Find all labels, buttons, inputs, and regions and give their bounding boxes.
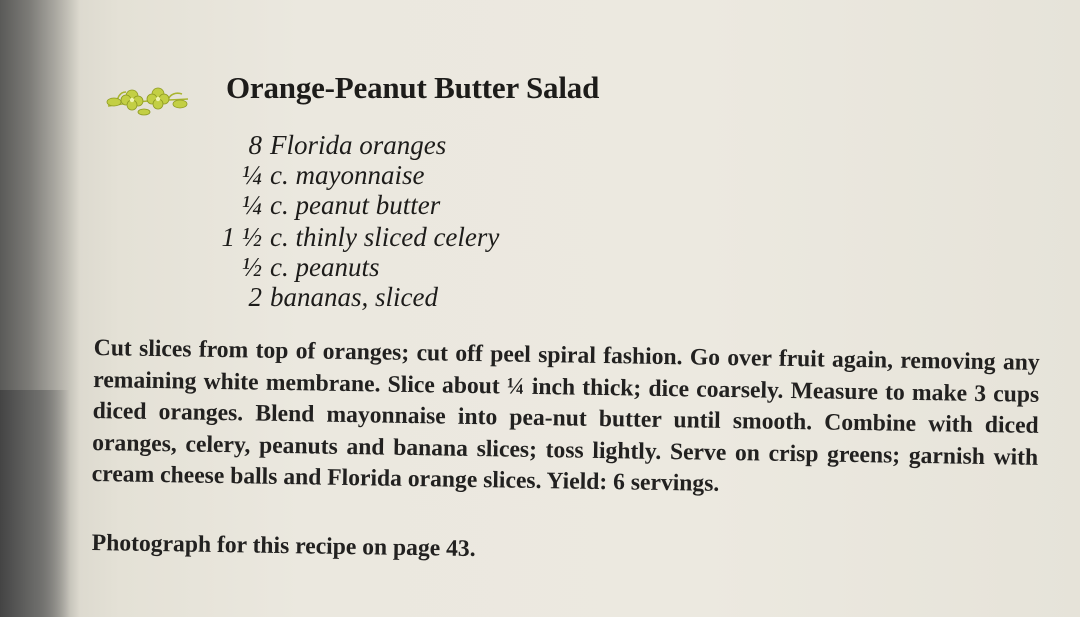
ingredient-row bbox=[218, 282, 438, 312]
ingredient-quantity: ¼ bbox=[241, 160, 262, 190]
flower-ornament-icon bbox=[104, 80, 190, 120]
ingredient-row bbox=[218, 190, 440, 220]
ingredient-item: c. mayonnaise bbox=[270, 160, 425, 190]
ingredient-item: Florida oranges bbox=[270, 130, 447, 160]
recipe-title: Orange-Peanut Butter Salad bbox=[226, 70, 600, 105]
ingredient-item: bananas, sliced bbox=[270, 282, 438, 312]
ingredient-row bbox=[218, 160, 424, 190]
ingredient-quantity: 1 ½ bbox=[221, 222, 262, 252]
page-show-through bbox=[640, 40, 647, 70]
ingredient-row bbox=[218, 222, 499, 252]
book-gutter-shadow-lower bbox=[0, 390, 70, 617]
ingredient-item: c. peanuts bbox=[270, 252, 380, 282]
ingredient-row bbox=[218, 130, 446, 160]
ingredient-row bbox=[218, 252, 379, 282]
photo-reference-note: Photograph for this recipe on page 43. bbox=[91, 530, 476, 563]
ingredient-item: c. peanut butter bbox=[270, 190, 441, 220]
ingredient-item: c. thinly sliced celery bbox=[270, 222, 500, 252]
ingredient-quantity: 2 bbox=[248, 282, 262, 312]
ingredient-quantity: ½ bbox=[241, 252, 262, 282]
ingredient-quantity: 8 bbox=[248, 130, 262, 160]
recipe-directions: Cut slices from top of oranges; cut off peel spiral fashion. Go over fruit again, removing any remaining white membrane. Slice about ¼ inch thick; dice coarsely. Measure to make 3 cups diced oranges. Blend mayonnaise into pea-nut butter until smooth. Combine with diced oranges, celery, peanuts and banana slices; toss lightly. Serve on crisp greens; garnish with cream cheese balls and Florida orange slices. Yield: 6 servings. bbox=[91, 334, 1040, 497]
ingredient-quantity: ¼ bbox=[241, 190, 262, 220]
